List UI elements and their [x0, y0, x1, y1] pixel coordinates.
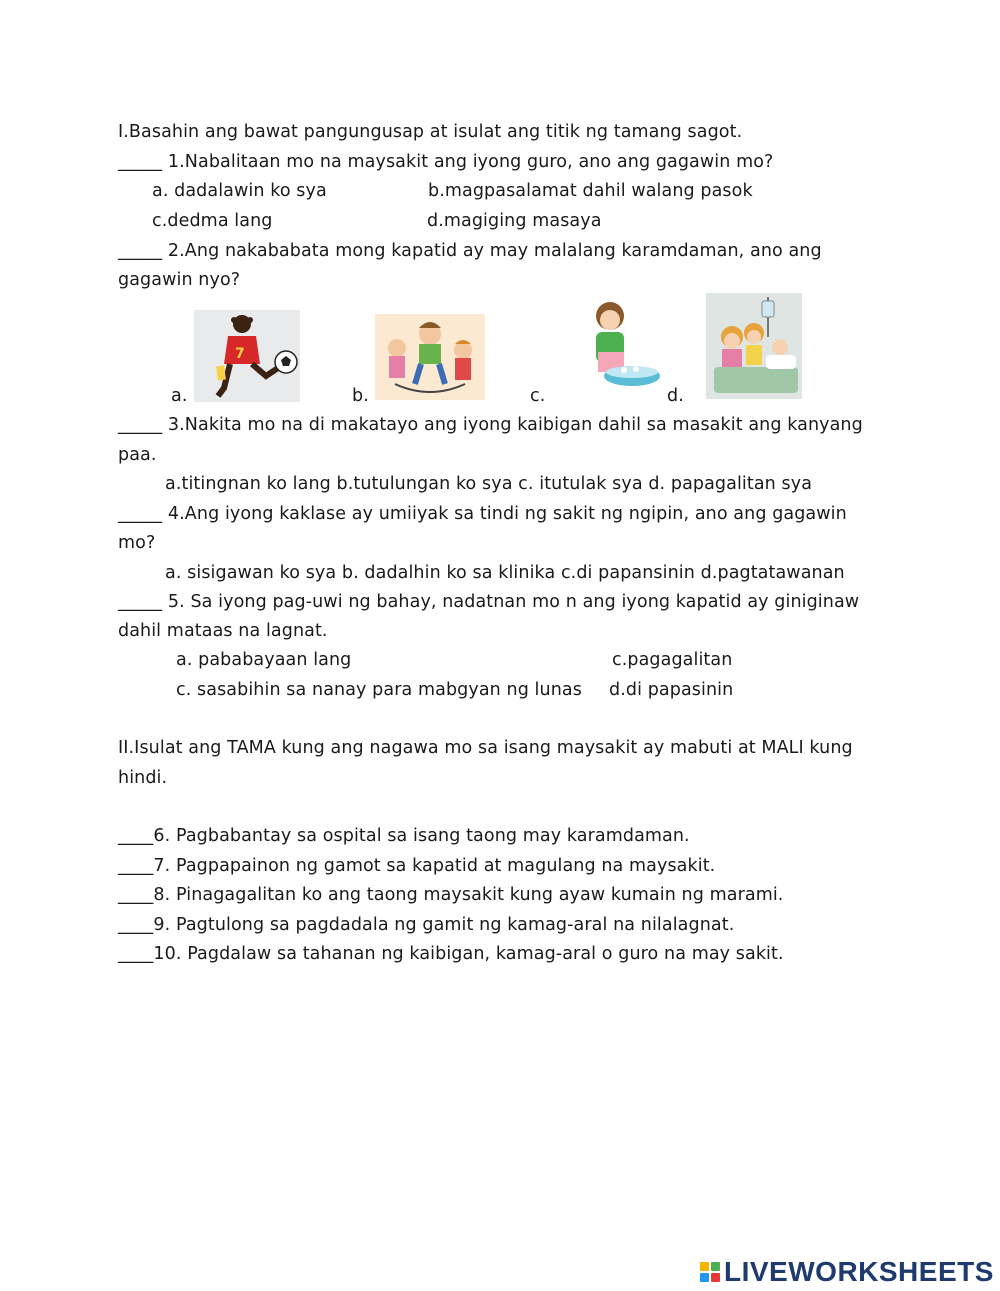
section-2-heading-line-2: hindi. — [118, 768, 168, 788]
q1-choice-c: c.dedma lang — [152, 211, 273, 231]
question-3-line-2: paa. — [118, 445, 157, 465]
children-playing-picture — [375, 314, 485, 400]
item-7: ____7. Pagpapainon ng gamot sa kapatid at magulang na maysakit. — [118, 856, 716, 876]
section-1-heading: I.Basahin ang bawat pangungusap at isulat ang titik ng tamang sagot. — [118, 122, 743, 142]
item-8: ____8. Pinagagalitan ko ang taong maysakit kung ayaw kumain ng marami. — [118, 885, 784, 905]
question-1: _____ 1.Nabalitaan mo na maysakit ang iyong guro, ano ang gagawin mo? — [118, 152, 774, 172]
q2-label-a: a. — [171, 386, 188, 406]
q5-choice-c: c. sasabihin sa nanay para mabgyan ng lunas — [176, 680, 582, 700]
hospital-visit-picture — [706, 293, 802, 399]
liveworksheets-brand-text: LIVEWORKSHEETS — [724, 1256, 994, 1287]
section-2-heading-line-1: II.Isulat ang TAMA kung ang nagawa mo sa isang maysakit ay mabuti at MALI kung — [118, 738, 853, 758]
liveworksheets-logo-icon — [700, 1262, 720, 1282]
washing-clothes-picture — [578, 292, 666, 394]
q2-label-d: d. — [667, 386, 684, 406]
question-2-line-1: _____ 2.Ang nakababata mong kapatid ay may malalang karamdaman, ano ang — [118, 241, 822, 261]
question-5-line-2: dahil mataas na lagnat. — [118, 621, 328, 641]
item-9: ____9. Pagtulong sa pagdadala ng gamit ng kamag-aral na nilalagnat. — [118, 915, 735, 935]
q3-choices: a.titingnan ko lang b.tutulungan ko sya c. itutulak sya d. papagalitan sya — [165, 474, 813, 494]
question-4-line-2: mo? — [118, 533, 156, 553]
question-2-line-2: gagawin nyo? — [118, 270, 241, 290]
q4-choices: a. sisigawan ko sya b. dadalhin ko sa klinika c.di papansinin d.pagtatawanan — [165, 563, 845, 583]
item-6: ____6. Pagbabantay sa ospital sa isang taong may karamdaman. — [118, 826, 690, 846]
svg-text:7: 7 — [235, 346, 245, 362]
q2-label-c: c. — [530, 386, 546, 406]
q5-choice-c-right: c.pagagalitan — [612, 650, 733, 670]
q1-choice-d: d.magiging masaya — [427, 211, 602, 231]
q2-label-b: b. — [352, 386, 369, 406]
item-10: ____10. Pagdalaw sa tahanan ng kaibigan, kamag-aral o guro na may sakit. — [118, 944, 784, 964]
question-5-line-1: _____ 5. Sa iyong pag-uwi ng bahay, nadatnan mo n ang iyong kapatid ay giniginaw — [118, 592, 860, 612]
question-4-line-1: _____ 4.Ang iyong kaklase ay umiiyak sa tindi ng sakit ng ngipin, ano ang gagawin — [118, 504, 847, 524]
soccer-picture — [194, 310, 300, 402]
q1-choice-b: b.magpasalamat dahil walang pasok — [428, 181, 753, 201]
q5-choice-d: d.di papasinin — [609, 680, 734, 700]
question-3-line-1: _____ 3.Nakita mo na di makatayo ang iyong kaibigan dahil sa masakit ang kanyang — [118, 415, 863, 435]
q5-choice-a: a. pababayaan lang — [176, 650, 352, 670]
q1-choice-a: a. dadalawin ko sya — [152, 181, 327, 201]
liveworksheets-logo — [700, 1258, 994, 1286]
